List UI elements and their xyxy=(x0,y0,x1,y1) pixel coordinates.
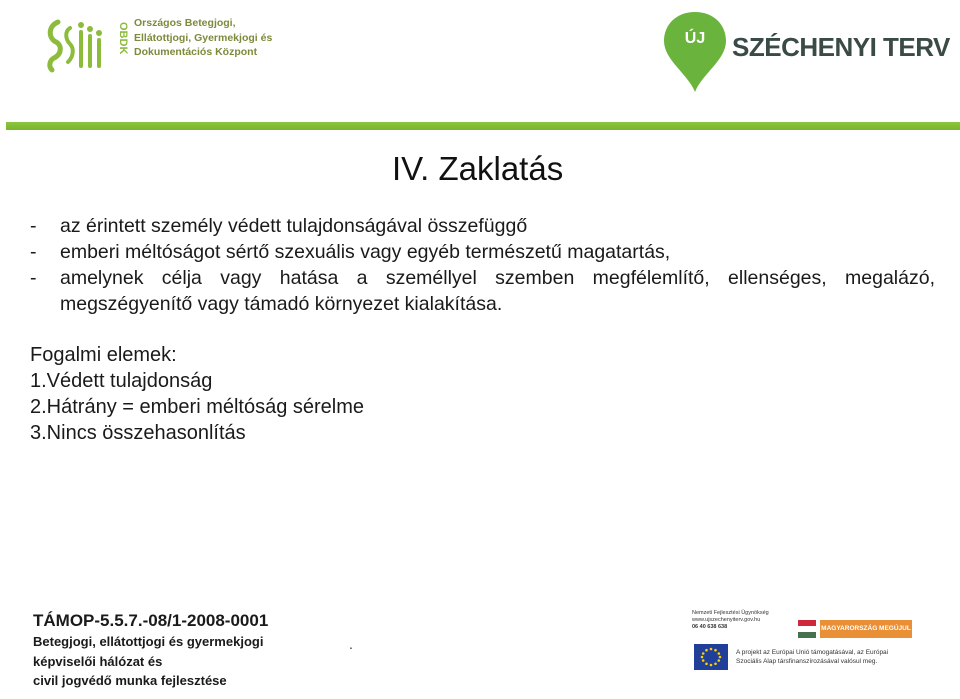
hungarian-flag-icon xyxy=(798,620,816,638)
eu-flag-icon xyxy=(694,644,728,670)
definition-item xyxy=(30,239,935,265)
map-pin-icon xyxy=(660,8,730,94)
nfu-line: 06 40 638 638 xyxy=(692,624,728,630)
obdk-mark-letters: OBDK xyxy=(117,22,129,55)
definition-text: amelynek célja vagy hatása a személlyel szemben megfélemlítő, ellenséges, megalázó, megszégyenítő vagy támadó környezet kialakítása. xyxy=(60,267,935,315)
project-line: képviselői hálózat és xyxy=(33,653,163,669)
concept-item: 2.Hátrány = emberi méltóság sérelme xyxy=(30,396,365,418)
project-line: Betegjogi, ellátottjogi és gyermekjogi xyxy=(33,634,264,649)
project-code: TÁMOP-5.5.7.-08/1-2008-0001 xyxy=(33,611,269,630)
bullet-dash: - xyxy=(30,215,37,237)
bullet-dash: - xyxy=(30,241,37,263)
definition-text: az érintett személy védett tulajdonságával összefüggő xyxy=(60,215,528,237)
definition-list xyxy=(30,213,935,317)
concept-item: 3.Nincs összehasonlítás xyxy=(30,422,246,444)
project-line: civil jogvédő munka fejlesztése xyxy=(33,673,227,688)
uj-badge: ÚJ xyxy=(684,30,706,47)
bullet-dash: - xyxy=(30,267,37,289)
obdk-line-2: Ellátottjogi, Gyermekjogi és xyxy=(134,31,273,44)
eu-line: Szociális Alap társfinanszírozásával valósul meg. xyxy=(736,658,878,665)
szechenyi-terv-title: SZÉCHENYI TERV xyxy=(732,32,950,62)
nfu-line: www.ujszechenyiterv.gov.hu xyxy=(692,617,761,623)
definition-text: emberi méltóságot sértő szexuális vagy egyéb természetű magatartás, xyxy=(60,241,671,263)
nfu-info xyxy=(692,610,769,631)
funding-logos xyxy=(692,610,932,676)
footer-dot: . xyxy=(349,636,353,652)
obdk-name xyxy=(134,16,274,60)
szechenyi-terv-logo xyxy=(660,8,950,94)
header-divider xyxy=(6,122,960,130)
eu-funding-text xyxy=(736,648,888,666)
concept-elements xyxy=(30,342,364,446)
obdk-logo xyxy=(44,14,284,78)
concept-item: 1.Védett tulajdonság xyxy=(30,370,213,392)
magyarorszag-megujul-badge: MAGYARORSZÁG MEGÚJUL xyxy=(820,620,912,638)
slide-title: IV. Zaklatás xyxy=(392,150,564,187)
obdk-line-3: Dokumentációs Központ xyxy=(134,46,258,58)
nfu-line: Nemzeti Fejlesztési Ügynökség xyxy=(692,610,769,616)
project-info xyxy=(33,610,333,691)
concept-heading: Fogalmi elemek: xyxy=(30,344,177,366)
obdk-line-1: Országos Betegjogi, xyxy=(134,17,236,29)
eu-line: A projekt az Európai Unió támogatásával, az Európai xyxy=(736,649,889,656)
definition-item xyxy=(30,213,935,239)
obdk-emblem-icon xyxy=(44,14,129,78)
definition-item xyxy=(30,265,935,317)
